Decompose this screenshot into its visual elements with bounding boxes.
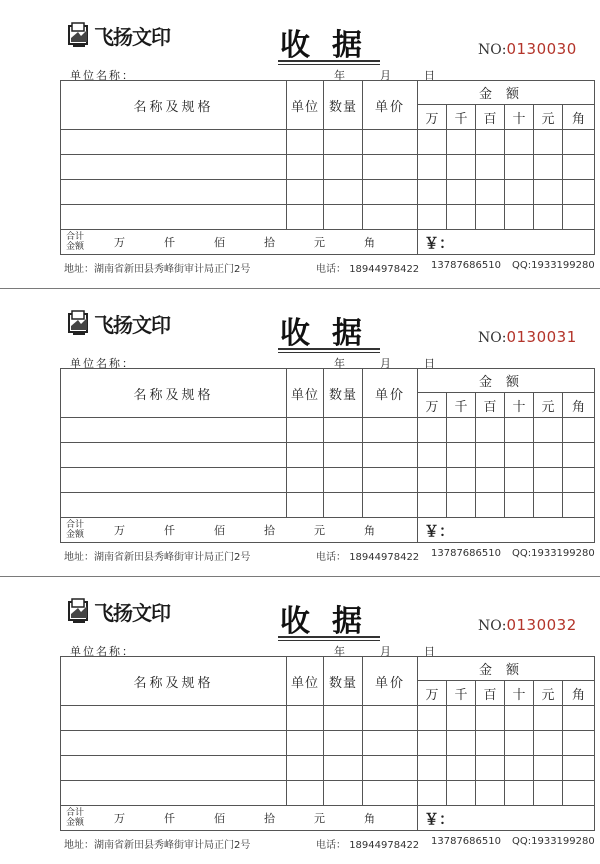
cell-digit[interactable]	[505, 468, 534, 493]
cell-digit[interactable]	[418, 781, 447, 806]
header-price: 单价	[363, 81, 418, 130]
cell-digit[interactable]	[563, 205, 595, 230]
cell-digit[interactable]	[447, 493, 476, 518]
footer-phone	[316, 260, 419, 275]
cell-qty[interactable]	[324, 443, 363, 468]
cell-name[interactable]	[61, 781, 287, 806]
cell-digit[interactable]	[447, 130, 476, 155]
total-unit: 仟	[164, 524, 175, 537]
cell-name[interactable]	[61, 756, 287, 781]
cell-digit[interactable]	[505, 443, 534, 468]
cell-digit[interactable]	[476, 155, 505, 180]
cell-digit[interactable]	[476, 756, 505, 781]
unit-name-label: 单位名称：	[70, 69, 135, 82]
total-row	[61, 806, 595, 831]
date-year-label: 年	[334, 69, 345, 82]
footer-phone2: 13787686510	[431, 836, 501, 847]
footer-phone1: 18944978422	[349, 840, 420, 851]
cell-digit[interactable]	[476, 731, 505, 756]
logo-text: 飞扬文印	[94, 312, 170, 337]
cell-digit[interactable]	[534, 418, 563, 443]
cell-qty[interactable]	[324, 756, 363, 781]
logo-text: 飞扬文印	[94, 24, 170, 49]
cell-unit[interactable]	[287, 468, 324, 493]
cell-digit[interactable]	[447, 706, 476, 731]
table-row	[61, 756, 595, 781]
receipt-number	[478, 328, 577, 346]
total-unit: 仟	[164, 236, 175, 249]
cell-digit[interactable]	[563, 781, 595, 806]
receipt-number-prefix: NO:	[478, 42, 507, 58]
header-name-spec: 名称及规格	[61, 81, 287, 130]
cell-digit[interactable]	[447, 756, 476, 781]
footer-phone	[316, 548, 419, 563]
cell-digit[interactable]	[447, 205, 476, 230]
cell-price[interactable]	[363, 493, 418, 518]
cell-qty[interactable]	[324, 205, 363, 230]
cell-qty[interactable]	[324, 731, 363, 756]
total-label-line2: 金额	[66, 818, 85, 828]
cell-price[interactable]	[363, 468, 418, 493]
total-unit: 佰	[214, 524, 225, 537]
total-row	[61, 518, 595, 543]
digit-header: 千	[447, 393, 476, 418]
cell-name[interactable]	[61, 493, 287, 518]
table-row	[61, 130, 595, 155]
header-unit: 单位	[287, 657, 324, 706]
cell-digit[interactable]	[563, 180, 595, 205]
footer-address: 地址：湖南省新田县秀峰街审计局正门2号	[64, 840, 251, 851]
total-label-line1: 合计	[66, 520, 85, 530]
cell-digit[interactable]	[534, 180, 563, 205]
cell-price[interactable]	[363, 130, 418, 155]
table-row	[61, 731, 595, 756]
cell-unit[interactable]	[287, 205, 324, 230]
digit-header: 百	[476, 681, 505, 706]
total-label-line1: 合计	[66, 808, 85, 818]
cell-digit[interactable]	[476, 706, 505, 731]
cell-unit[interactable]	[287, 155, 324, 180]
cell-digit[interactable]	[534, 468, 563, 493]
cell-digit[interactable]	[476, 205, 505, 230]
cell-digit[interactable]	[418, 443, 447, 468]
cell-digit[interactable]	[505, 180, 534, 205]
receipt-separator	[0, 288, 600, 289]
total-unit: 仟	[164, 812, 175, 825]
cell-unit[interactable]	[287, 180, 324, 205]
date-day-label: 日	[424, 357, 435, 370]
footer-address: 地址：湖南省新田县秀峰街审计局正门2号	[64, 552, 251, 563]
cell-digit[interactable]	[447, 180, 476, 205]
title-underline-thin	[278, 64, 380, 65]
total-label-line2: 金额	[66, 242, 85, 252]
footer-qq: QQ:1933199280	[512, 548, 595, 559]
total-unit: 拾	[264, 236, 275, 249]
total-yen-field[interactable]: ￥：	[418, 230, 595, 255]
cell-price[interactable]	[363, 418, 418, 443]
title-underline-thin	[278, 640, 380, 641]
total-unit: 万	[114, 812, 125, 825]
cell-digit[interactable]	[563, 155, 595, 180]
cell-qty[interactable]	[324, 130, 363, 155]
cell-digit[interactable]	[534, 130, 563, 155]
printer-logo-icon	[68, 22, 90, 48]
digit-header: 元	[534, 681, 563, 706]
cell-price[interactable]	[363, 781, 418, 806]
receipt-number	[478, 40, 577, 58]
cell-price[interactable]	[363, 205, 418, 230]
cell-digit[interactable]	[447, 731, 476, 756]
total-unit: 万	[114, 524, 125, 537]
table-row	[61, 443, 595, 468]
digit-header: 百	[476, 105, 505, 130]
cell-digit[interactable]	[418, 155, 447, 180]
cell-digit[interactable]	[447, 418, 476, 443]
table-row	[61, 493, 595, 518]
cell-unit[interactable]	[287, 418, 324, 443]
cell-digit[interactable]	[563, 731, 595, 756]
total-unit: 角	[364, 524, 375, 537]
cell-qty[interactable]	[324, 781, 363, 806]
cell-digit[interactable]	[563, 418, 595, 443]
cell-digit[interactable]	[418, 731, 447, 756]
footer-phone1: 18944978422	[349, 552, 420, 563]
total-label-line2: 金额	[66, 530, 85, 540]
cell-digit[interactable]	[476, 443, 505, 468]
table-row	[61, 205, 595, 230]
header-price: 单价	[363, 369, 418, 418]
header-unit: 单位	[287, 81, 324, 130]
total-unit: 万	[114, 236, 125, 249]
total-label-line1: 合计	[66, 232, 85, 242]
cell-qty[interactable]	[324, 155, 363, 180]
total-amount-words[interactable]	[61, 518, 418, 543]
cell-digit[interactable]	[505, 756, 534, 781]
cell-digit[interactable]	[418, 493, 447, 518]
cell-digit[interactable]	[505, 706, 534, 731]
cell-digit[interactable]	[418, 468, 447, 493]
cell-price[interactable]	[363, 706, 418, 731]
cell-digit[interactable]	[447, 468, 476, 493]
digit-header: 十	[505, 393, 534, 418]
receipt-title: 收据	[280, 28, 384, 63]
cell-name[interactable]	[61, 418, 287, 443]
receipt-table	[60, 80, 595, 255]
table-row	[61, 418, 595, 443]
cell-digit[interactable]	[447, 443, 476, 468]
receipt-table	[60, 656, 595, 831]
title-underline	[278, 636, 380, 638]
cell-price[interactable]	[363, 443, 418, 468]
cell-qty[interactable]	[324, 418, 363, 443]
cell-digit[interactable]	[505, 781, 534, 806]
receipt-table	[60, 368, 595, 543]
receipt-number-prefix: NO:	[478, 330, 507, 346]
date-month-label: 月	[380, 69, 391, 82]
logo-text: 飞扬文印	[94, 600, 170, 625]
cell-digit[interactable]	[418, 130, 447, 155]
date-month-label: 月	[380, 357, 391, 370]
cell-digit[interactable]	[563, 468, 595, 493]
digit-header: 万	[418, 105, 447, 130]
total-unit: 元	[314, 524, 325, 537]
date-day-label: 日	[424, 645, 435, 658]
total-unit: 元	[314, 236, 325, 249]
total-unit: 拾	[264, 524, 275, 537]
cell-digit[interactable]	[476, 418, 505, 443]
cell-qty[interactable]	[324, 180, 363, 205]
title-underline-thin	[278, 352, 380, 353]
header-qty: 数量	[324, 657, 363, 706]
footer-phone-label: 电话：	[316, 552, 346, 563]
total-unit: 元	[314, 812, 325, 825]
cell-digit[interactable]	[505, 731, 534, 756]
footer-phone2: 13787686510	[431, 548, 501, 559]
cell-unit[interactable]	[287, 493, 324, 518]
receipt	[0, 576, 600, 864]
cell-digit[interactable]	[418, 180, 447, 205]
cell-unit[interactable]	[287, 731, 324, 756]
cell-unit[interactable]	[287, 781, 324, 806]
cell-digit[interactable]	[447, 155, 476, 180]
cell-digit[interactable]	[534, 756, 563, 781]
cell-unit[interactable]	[287, 706, 324, 731]
digit-header: 万	[418, 393, 447, 418]
cell-digit[interactable]	[418, 418, 447, 443]
cell-name[interactable]	[61, 155, 287, 180]
cell-digit[interactable]	[476, 781, 505, 806]
total-row	[61, 230, 595, 255]
table-row	[61, 706, 595, 731]
footer-phone2: 13787686510	[431, 260, 501, 271]
cell-qty[interactable]	[324, 706, 363, 731]
cell-price[interactable]	[363, 155, 418, 180]
total-unit: 角	[364, 236, 375, 249]
total-unit: 佰	[214, 812, 225, 825]
table-row	[61, 781, 595, 806]
header-name-spec: 名称及规格	[61, 657, 287, 706]
cell-unit[interactable]	[287, 443, 324, 468]
footer-qq: QQ:1933199280	[512, 836, 595, 847]
digit-header: 百	[476, 393, 505, 418]
cell-digit[interactable]	[476, 493, 505, 518]
logo	[68, 594, 170, 628]
date-year-label: 年	[334, 357, 345, 370]
cell-digit[interactable]	[505, 205, 534, 230]
receipt-number-prefix: NO:	[478, 618, 507, 634]
total-amount-words[interactable]	[61, 806, 418, 831]
logo	[68, 306, 170, 340]
cell-digit[interactable]	[505, 493, 534, 518]
digit-header: 角	[563, 681, 595, 706]
header-amount: 金额	[418, 81, 595, 105]
table-row	[61, 468, 595, 493]
title-underline	[278, 348, 380, 350]
cell-unit[interactable]	[287, 130, 324, 155]
footer-phone-label: 电话：	[316, 840, 346, 851]
total-yen-field[interactable]: ￥：	[418, 518, 595, 543]
date-year-label: 年	[334, 645, 345, 658]
cell-unit[interactable]	[287, 756, 324, 781]
unit-name-label: 单位名称：	[70, 645, 135, 658]
cell-digit[interactable]	[534, 155, 563, 180]
cell-digit[interactable]	[534, 205, 563, 230]
digit-header: 千	[447, 105, 476, 130]
cell-digit[interactable]	[534, 443, 563, 468]
receipt-title: 收据	[280, 604, 384, 639]
total-yen-field[interactable]: ￥：	[418, 806, 595, 831]
receipt-number-value: 0130032	[506, 616, 577, 634]
receipt-separator	[0, 576, 600, 577]
cell-price[interactable]	[363, 756, 418, 781]
cell-digit[interactable]	[534, 731, 563, 756]
unit-name-label: 单位名称：	[70, 357, 135, 370]
total-amount-words[interactable]	[61, 230, 418, 255]
total-unit: 角	[364, 812, 375, 825]
cell-digit[interactable]	[534, 781, 563, 806]
cell-digit[interactable]	[563, 706, 595, 731]
cell-name[interactable]	[61, 731, 287, 756]
cell-qty[interactable]	[324, 493, 363, 518]
header-amount: 金额	[418, 657, 595, 681]
digit-header: 十	[505, 681, 534, 706]
header-qty: 数量	[324, 369, 363, 418]
footer-qq: QQ:1933199280	[512, 260, 595, 271]
cell-digit[interactable]	[563, 130, 595, 155]
digit-header: 角	[563, 393, 595, 418]
cell-name[interactable]	[61, 468, 287, 493]
date-month-label: 月	[380, 645, 391, 658]
cell-name[interactable]	[61, 443, 287, 468]
cell-digit[interactable]	[534, 706, 563, 731]
footer-phone1: 18944978422	[349, 264, 420, 275]
cell-name[interactable]	[61, 205, 287, 230]
receipt	[0, 288, 600, 576]
table-row	[61, 180, 595, 205]
cell-digit[interactable]	[447, 781, 476, 806]
footer-address: 地址：湖南省新田县秀峰街审计局正门2号	[64, 264, 251, 275]
cell-price[interactable]	[363, 180, 418, 205]
cell-name[interactable]	[61, 180, 287, 205]
cell-digit[interactable]	[563, 756, 595, 781]
digit-header: 十	[505, 105, 534, 130]
cell-digit[interactable]	[476, 468, 505, 493]
receipt-title: 收据	[280, 316, 384, 351]
footer-phone	[316, 836, 419, 851]
cell-digit[interactable]	[534, 493, 563, 518]
receipt-number	[478, 616, 577, 634]
cell-digit[interactable]	[563, 443, 595, 468]
printer-logo-icon	[68, 310, 90, 336]
digit-header: 元	[534, 393, 563, 418]
cell-digit[interactable]	[418, 756, 447, 781]
header-name-spec: 名称及规格	[61, 369, 287, 418]
date-day-label: 日	[424, 69, 435, 82]
total-unit: 拾	[264, 812, 275, 825]
cell-digit[interactable]	[418, 706, 447, 731]
cell-digit[interactable]	[476, 180, 505, 205]
logo	[68, 18, 170, 52]
digit-header: 万	[418, 681, 447, 706]
cell-digit[interactable]	[505, 130, 534, 155]
header-price: 单价	[363, 657, 418, 706]
printer-logo-icon	[68, 598, 90, 624]
cell-price[interactable]	[363, 731, 418, 756]
digit-header: 元	[534, 105, 563, 130]
receipt-number-value: 0130030	[506, 40, 577, 58]
cell-digit[interactable]	[476, 130, 505, 155]
header-qty: 数量	[324, 81, 363, 130]
title-underline	[278, 60, 380, 62]
header-unit: 单位	[287, 369, 324, 418]
digit-header: 角	[563, 105, 595, 130]
cell-qty[interactable]	[324, 468, 363, 493]
receipt-number-value: 0130031	[506, 328, 577, 346]
total-unit: 佰	[214, 236, 225, 249]
cell-name[interactable]	[61, 130, 287, 155]
footer-phone-label: 电话：	[316, 264, 346, 275]
cell-name[interactable]	[61, 706, 287, 731]
table-row	[61, 155, 595, 180]
receipt	[0, 0, 600, 288]
cell-digit[interactable]	[418, 205, 447, 230]
cell-digit[interactable]	[563, 493, 595, 518]
header-amount: 金额	[418, 369, 595, 393]
cell-digit[interactable]	[505, 155, 534, 180]
digit-header: 千	[447, 681, 476, 706]
cell-digit[interactable]	[505, 418, 534, 443]
